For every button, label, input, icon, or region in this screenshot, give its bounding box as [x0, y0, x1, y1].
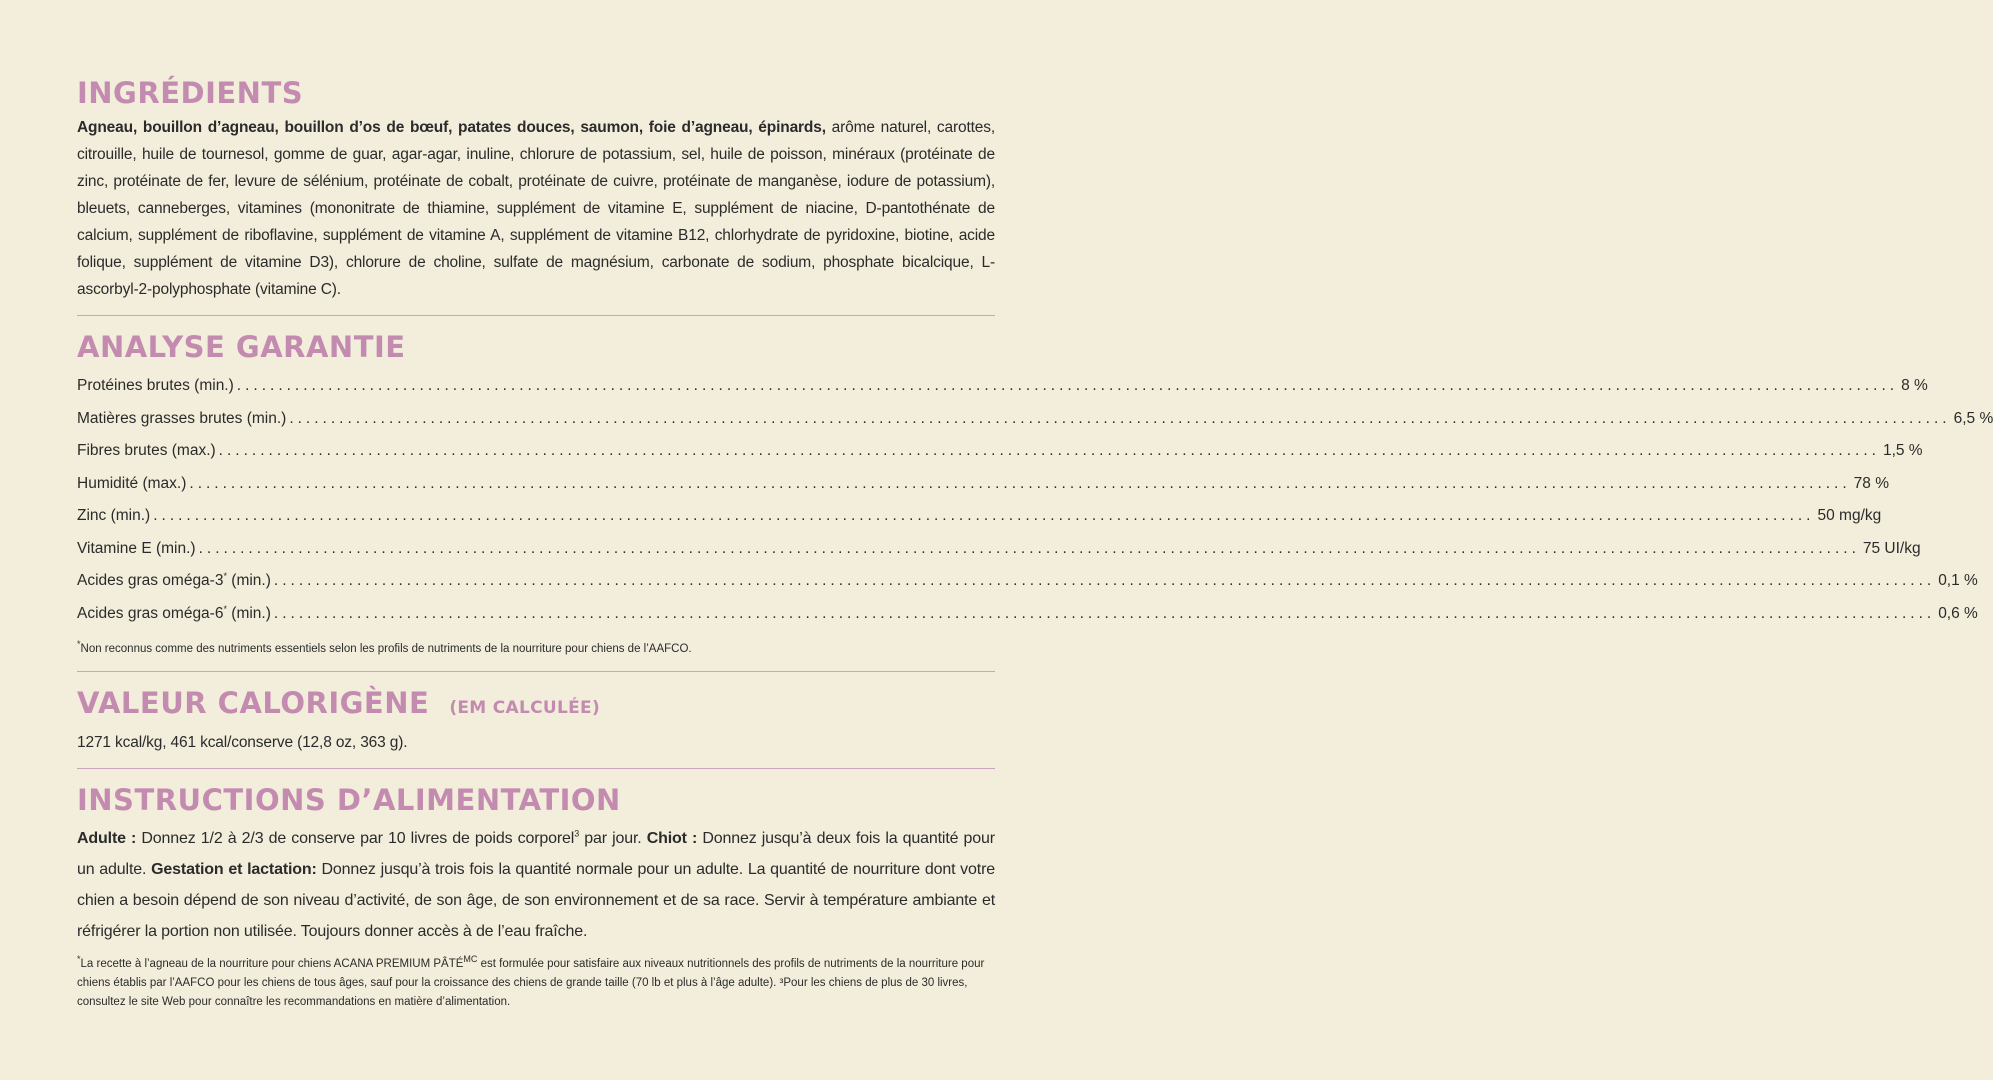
footnote-mark: * [77, 954, 81, 965]
analysis-label-text: Protéines brutes (min.) [77, 377, 234, 394]
divider [77, 315, 995, 316]
calories-heading [77, 682, 995, 729]
note-mark: * [77, 639, 81, 650]
dot-leader: ........................................................................................................................................................................................................ [273, 572, 1936, 589]
analysis-value: 0,6 % [1938, 604, 1978, 622]
analysis-label [77, 565, 271, 598]
dot-leader: ........................................................................................................................................................................................................ [236, 377, 1899, 394]
footnote-text-b: est formulée pour satisfaire aux niveaux nutritionnels des profils de nutriments de la nourriture pour chiens établis par l’AAFCO pour les chiens de tous âges, sauf pour la croissance des chiens de grande taille (70 lb et plus à l’âge adulte). ³Pour les chiens de plus de 30 livres, consultez le site Web pour connaître les recommandations en matière d’alimentation. [77, 958, 985, 1008]
analysis-label [77, 435, 216, 468]
analysis-label-text: Vitamine E (min.) [77, 539, 196, 557]
nutrition-panel [77, 72, 1993, 1012]
analysis-value: 78 % [1853, 474, 1890, 492]
analysis-label-sup: * [223, 570, 227, 581]
gestation-label: Gestation et lactation: [151, 861, 317, 878]
analysis-value: 50 mg/kg [1817, 507, 1882, 524]
adult-end: par jour. [579, 830, 647, 847]
analysis-row [77, 565, 1978, 598]
footnote-mc: MC [463, 954, 478, 965]
analysis-note [77, 640, 995, 659]
analysis-row [77, 500, 1882, 533]
analysis-row [77, 468, 1890, 501]
adult-sup: 3 [574, 828, 580, 839]
puppy-label: Chiot : [646, 830, 698, 847]
feeding-instructions [77, 823, 995, 947]
analysis-table [77, 370, 1993, 630]
analysis-label [77, 500, 150, 533]
ingredients-heading: INGRÉDIENTS [77, 76, 304, 110]
analysis-label-suffix: (min.) [226, 604, 271, 622]
analysis-value: 1,5 % [1882, 442, 1923, 459]
feeding-heading: INSTRUCTIONS D’ALIMENTATION [77, 783, 621, 817]
analysis-label-sup: * [223, 603, 227, 614]
analysis-value: 0,1 % [1938, 572, 1978, 589]
adult-text: Donnez 1/2 à 2/3 de conserve par 10 livres de poids corporel [136, 830, 575, 847]
dot-leader: ........................................................................................................................................................................................................ [273, 604, 1936, 622]
analysis-label-text: Acides gras oméga-3 [77, 572, 224, 589]
analysis-label-text: Humidité (max.) [77, 474, 187, 492]
ingredients-list [77, 114, 995, 303]
gestation-text: Donnez jusqu’à trois fois la quantité normale pour un adulte. La quantité de nourriture dont votre chien a besoin dépend de son niveau d’activité, de son âge, de son environnement et de sa race. Servir à température ambiante et réfrigérer la portion non utilisée. Toujours donner accès à de l’eau fraîche. [77, 861, 995, 940]
analysis-label [77, 468, 186, 501]
dot-leader: ........................................................................................................................................................................................................ [198, 539, 1860, 557]
analysis-value: 8 % [1901, 377, 1928, 394]
analysis-label [77, 598, 271, 631]
analysis-label-text: Acides gras oméga-6 [77, 604, 224, 622]
analysis-row [77, 598, 1978, 631]
adult-label: Adulte : [77, 830, 137, 847]
analysis-label [77, 533, 196, 566]
analysis-label [77, 403, 286, 436]
note-text: Non reconnus comme des nutriments essentiels selon les profils de nutriments de la nourriture pour chiens de l’AAFCO. [80, 643, 692, 655]
analysis-label-text: Zinc (min.) [77, 507, 151, 524]
calories-subtitle: (EM CALCULÉE) [449, 698, 601, 718]
analysis-row [77, 435, 1923, 468]
ingredients-bold: Agneau, bouillon d’agneau, bouillon d’os de bœuf, patates douces, saumon, foie d’agneau, épinards, [77, 119, 826, 136]
dot-leader: ........................................................................................................................................................................................................ [289, 409, 1951, 427]
divider [77, 671, 995, 672]
analysis-row [77, 403, 1993, 436]
puppy-text: Donnez jusqu’à deux fois la quantité pour un adulte. [77, 830, 995, 878]
footnote [77, 955, 995, 1012]
analysis-value: 75 UI/kg [1862, 539, 1921, 557]
analysis-label-text: Matières grasses brutes (min.) [77, 409, 287, 427]
analysis-label-suffix: (min.) [226, 572, 271, 589]
divider [77, 768, 995, 769]
analysis-row [77, 533, 1921, 566]
dot-leader: ........................................................................................................................................................................................................ [189, 474, 1851, 492]
analysis-label-text: Fibres brutes (max.) [77, 442, 216, 459]
calories-text: 1271 kcal/kg, 461 kcal/conserve (12,8 oz, 363 g). [77, 734, 408, 751]
ingredients-rest: arôme naturel, carottes, citrouille, huile de tournesol, gomme de guar, agar-agar, inuline, chlorure de potassium, sel, huile de poisson, minéraux (protéinate de zinc, protéinate de fer, levure de sélénium, protéinate de cobalt, protéinate de cuivre, protéinate de manganèse, iodure de potassium), bleuets, canneberges, vitamines (mononitrate de thiamine, supplément de vitamine E, supplément de niacine, D-pantothénate de calcium, supplément de riboflavine, supplément de vitamine A, supplément de vitamine B12, chlorhydrate de pyridoxine, biotine, acide folique, supplément de vitamine D3), chlorure de choline, sulfate de magnésium, carbonate de sodium, phosphate bicalcique, L-ascorbyl-2-polyphosphate (vitamine C). [77, 119, 995, 298]
calories-title: VALEUR CALORIGÈNE [77, 686, 430, 720]
analysis-label [77, 370, 234, 403]
analysis-row [77, 370, 1928, 403]
analysis-value: 6,5 % [1953, 409, 1993, 427]
dot-leader: ........................................................................................................................................................................................................ [218, 442, 1880, 459]
dot-leader: ........................................................................................................................................................................................................ [153, 507, 1815, 524]
analysis-heading: ANALYSE GARANTIE [77, 330, 406, 364]
footnote-text-a: La recette à l’agneau de la nourriture pour chiens ACANA PREMIUM PÂTÉ [80, 958, 464, 970]
